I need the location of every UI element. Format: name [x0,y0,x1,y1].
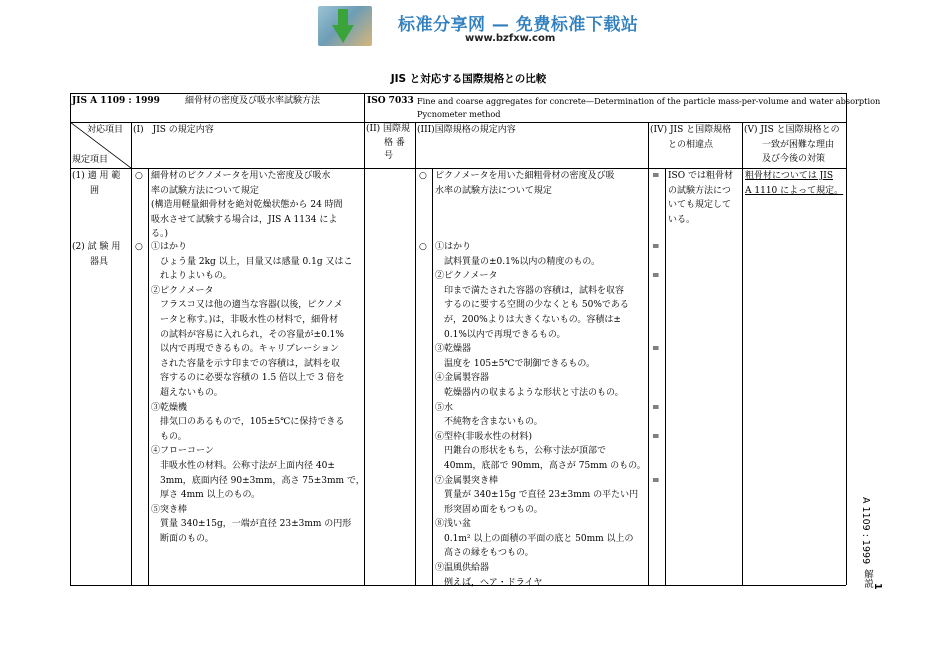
text-line: するのに要する空間の少なくとも 50%である [435,300,629,311]
text-line: る。) [151,229,169,240]
row2-jis-mark: ○ [135,242,143,252]
jis-standard-title: 細骨材の密度及び吸水率試験方法 [185,96,321,106]
diff-mark: = [652,344,660,355]
diff-mark: = [652,475,660,486]
row1-iso-mark: ○ [419,171,427,181]
text-line: 厚さ 4mm 以上のもの。 [151,490,261,501]
text-line: 水率の試験方法について規定 [435,185,552,196]
diff-mark: = [652,431,660,442]
text-line: ⑥型枠(非吸水性の材料) [435,431,533,442]
text-line: された容量を示す印までの容積は，試料を収 [151,358,341,369]
text-line: 高さの縁をもつもの。 [435,548,534,559]
text-line: 非吸水性の材料。公称寸法が上面内径 40± [151,460,335,471]
text-line: 以内で再現できるもの。キャリブレーション [151,344,339,355]
text-line: れよりよいもの。 [151,271,232,282]
text-line: ISO では粗骨材 [668,171,733,181]
text-line: 粗骨材については JIS [745,171,834,181]
diff-mark: = [652,242,660,252]
text-line: ②ピクノメータ [151,285,214,296]
row2-diff-marks [652,240,664,585]
row2-iso-content [435,240,646,590]
text-line: ピクノメータを用いた細粗骨材の密度及び吸 [435,171,615,181]
row1-item: (1) 適 用 範 囲 [72,171,121,196]
col-divider-ii [415,122,416,585]
text-line: ④フローコーン [151,446,214,457]
text-line: 0.1m² 以上の面積の平面の底と 50mm 以上の [435,533,634,544]
row1-iso-content [435,169,614,198]
iso-standard-title-cont: Pycnometer method [417,109,501,119]
table-border-right [846,93,847,585]
text-line: 排気口のあるもので，105±5℃に保持できる [151,417,345,428]
text-line: ④金属製容器 [435,373,490,384]
footer-page-number: 1 [872,583,883,590]
text-line: 円錐台の形状をもち，公称寸法が頂部で [435,446,607,457]
diff-mark: = [652,402,660,413]
text-line: ⑧浅い盆 [435,519,472,530]
text-line: ⑤突き棒 [151,504,188,515]
col-divider-iii [648,122,649,585]
col-header-v: (V) JIS と国際規格との 一致が困難な理由 及び今後の対策 [744,125,840,165]
text-line: 試料質量の±0.1%以内の精度のもの。 [435,256,601,267]
text-line: 40mm，底部で 90mm，高さが 75mm のもの。 [435,460,646,471]
col-divider-mark-iv [665,168,666,585]
text-line: 質量 340±15g，一端が直径 23±3mm の円形 [151,519,352,530]
text-line: ⑤水 [435,402,454,413]
row1-jis-mark: ○ [135,171,143,181]
site-logo[interactable] [318,6,372,46]
col-divider-iv [742,122,743,585]
col-divider-mark-iii [432,168,433,585]
text-line: の試験方法につ [668,185,731,196]
col-header-iii: (III)国際規格の規定内容 [417,125,516,135]
col-header-ii: (II) 国際規 格 番 号 [366,124,411,161]
row2-iso-mark: ○ [419,242,427,252]
text-line: 乾燥器内の収まるような形状と寸法のもの。 [435,387,624,398]
text-line: フラスコ又は他の適当な容器(以後，ピクノメ [151,300,343,311]
col-header-iv: (IV) JIS と国際規格 との相違点 [650,125,732,150]
row1-diff-mark: = [652,171,660,181]
text-line: 0.1%以内で再現できるもの。 [435,329,566,340]
text-line: ①はかり [151,242,188,252]
row1-jis-content [151,169,343,242]
text-line: 3mm，底面内径 90±3mm，高さ 75±3mm で， [151,475,365,486]
document-title: JIS と対応する国際規格との比較 [390,73,547,85]
row1-reason-content [745,169,843,198]
text-line: 例えば，ヘア・ドライヤ [435,577,543,588]
iso-standard-title: Fine and coarse aggregates for concrete—Determination of the particle mass-per-volume and water absorption [417,96,881,106]
site-banner [318,6,638,46]
text-line: ひょう量 2kg 以上，目量又は感量 0.1g 又はこ [151,256,353,267]
iso-standard-id: ISO 7033 [367,96,414,106]
text-line: 温度を 105±5℃で制御できるもの。 [435,358,596,369]
row1-diff-content [668,169,733,227]
download-arrow-icon [332,9,354,43]
jis-standard-id: JIS A 1109 : 1999 [72,96,160,106]
diff-mark: = [652,271,660,282]
text-line: 率の試験方法について規定 [151,185,259,196]
page-footer [856,497,883,597]
text-line: ⑨温風供給器 [435,563,490,574]
text-line: 形突固め面をもつもの。 [435,504,543,515]
text-line: ⑦金属製突き棒 [435,475,499,486]
footer-label: 解説 [862,569,873,588]
text-line: A 1110 によって規定。 [745,185,844,196]
col-header-i: (I) JIS の規定内容 [133,125,214,135]
site-url[interactable]: www.bzfxw.com [465,33,556,44]
text-line: 不純物を含まないもの。 [435,417,543,428]
col-divider-item [131,122,132,585]
text-line: 超えないもの。 [151,387,223,398]
footer-doc-no: A 1109 : 1999 [860,497,871,565]
text-line: もの。 [151,431,187,442]
row2-jis-content [151,240,365,546]
text-line: が，200%よりは大きくないもの。容積は± [435,314,621,325]
text-line: ①はかり [435,242,472,252]
text-line: 印まで満たされた容器の容積は，試料を収容 [435,285,625,296]
text-line: 容するのに必要な容積の 1.5 倍以上で 3 倍を [151,373,345,384]
text-line: (構造用軽量細骨材を絶対乾燥状態から 24 時間 [151,200,343,211]
text-line: ③乾燥機 [151,402,188,413]
text-line: 断面のもの。 [151,533,214,544]
text-line: 吸水させて試験する場合は，JIS A 1134 によ [151,214,338,225]
diag-label-top: 対応項目 [87,125,124,135]
text-line: ータと称す。)は，非吸水性の材料で，細骨材 [151,314,339,325]
text-line: 細骨材のピクノメータを用いた密度及び吸水 [151,171,331,181]
text-line: いる。 [668,214,696,225]
text-line: いても規定して [668,200,732,211]
text-line: の試料が容易に入れられ，その容量が±0.1% [151,329,344,340]
col-divider-mark-i [148,168,149,585]
text-line: ③乾燥器 [435,344,472,355]
site-title: 标准分享网 — 免费标准下载站 [398,15,639,35]
row2-item: (2) 試 験 用 器具 [72,242,121,267]
text-line: ②ピクノメータ [435,271,498,282]
diag-label-bottom: 規定項目 [72,155,109,165]
text-line: 質量が 340±15g で直径 23±3mm の平たい円 [435,490,639,501]
